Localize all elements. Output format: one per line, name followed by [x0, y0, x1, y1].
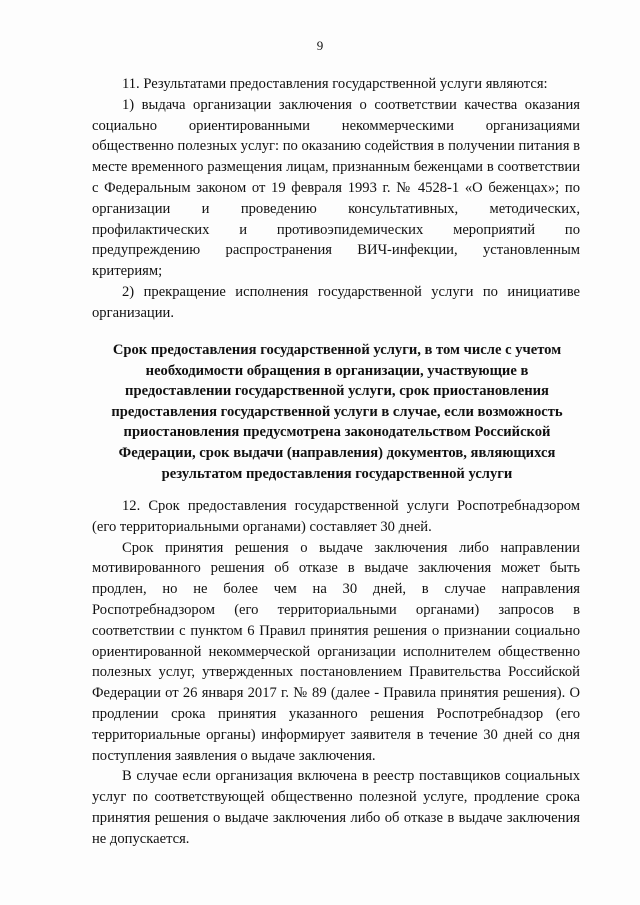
- section-11: [92, 74, 580, 324]
- page-number: 9: [316, 38, 324, 53]
- section-11-item-2: 2) прекращение исполнения государственной услуги по инициативе организации.: [92, 283, 580, 321]
- section-12: [92, 496, 580, 850]
- section-12-paragraph-2: Срок принятия решения о выдаче заключения либо направлении мотивированного решения об отказе в выдаче заключения может быть продлен, но не более чем на 30 дней, в случае направления Роспотребнадзором (его территориальными органами) запросов в соответствии с пунктом 6 Правил принятия решения о признании социально ориентированной некоммерческой организации исполнителем общественно полезных услуг, утвержденных постановлением Правительства Российской Федерации от 26 января 2017 г. № 89 (далее - Правила принятия решения). О продлении срока принятия указанного решения Роспотребнадзор (его территориальные органы) информирует заявителя в течение 30 дней со дня поступления заявления о выдаче заключения.: [92, 539, 580, 764]
- section-heading: Срок предоставления государственной услуги, в том числе с учетом необходимости обращения в организации, участвующие в предоставлении государственной услуги, срок приостановления предоставления государственной услуги в случае, если возможность приостановления предусмотрена законодательством Российской Федерации, срок выдачи (направления) документов, являющихся результатом предоставления государственной услуги: [111, 342, 563, 482]
- section-12-paragraph-3: В случае если организация включена в реестр поставщиков социальных услуг по соответствующей общественно полезной услуге, продление срока принятия решения о выдаче заключения либо об отказе в выдаче заключения не допускается.: [92, 768, 580, 847]
- section-12-paragraph-1: 12. Срок предоставления государственной услуги Роспотребнадзором (его территориальными органами) составляет 30 дней.: [92, 498, 580, 535]
- section-11-item-1: 1) выдача организации заключения о соответствии качества оказания социально ориентированными некоммерческими организациями общественно полезных услуг: по оказанию содействия в получении питания в месте временного размещения лицам, признанным беженцами в соответствии с Федеральным законом от 19 февраля 1993 г. № 4528-1 «О беженцах»; по организации и проведению консультативных, методических, профилактических и противоэпидемических мероприятий по предупреждению распространения ВИЧ-инфекции, установленным критериям;: [92, 96, 580, 280]
- section-11-intro: 11. Результатами предоставления государственной услуги являются:: [122, 76, 548, 92]
